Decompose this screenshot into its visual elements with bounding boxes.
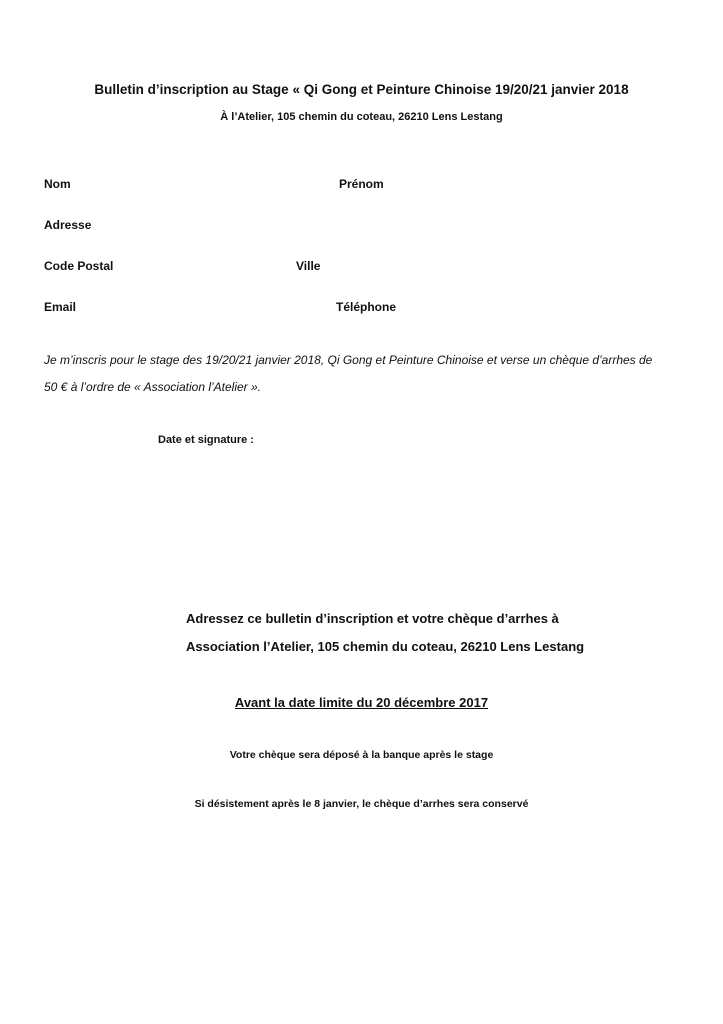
code-postal-label: Code Postal: [44, 259, 114, 273]
prenom-label: Prénom: [339, 177, 384, 191]
venue-address: À l’Atelier, 105 chemin du coteau, 26210 Lens Lestang: [220, 111, 503, 123]
deposit-note: Votre chèque sera déposé à la banque après le stage: [229, 749, 494, 761]
adresse-label: Adresse: [44, 218, 92, 232]
declaration-line-1: Je m’inscris pour le stage des 19/20/21 janvier 2018, Qi Gong et Peinture Chinoise et verse un chèque d’arrhes de: [44, 353, 653, 367]
nom-label: Nom: [44, 177, 71, 191]
send-to-address: Association l’Atelier, 105 chemin du coteau, 26210 Lens Lestang: [186, 639, 585, 654]
email-label: Email: [44, 300, 77, 314]
ville-label: Ville: [296, 259, 321, 273]
date-signature-label: Date et signature :: [158, 434, 254, 446]
deadline-notice: Avant la date limite du 20 décembre 2017: [234, 695, 489, 710]
withdrawal-note: Si désistement après le 8 janvier, le chèque d’arrhes sera conservé: [194, 798, 529, 810]
telephone-label: Téléphone: [336, 300, 397, 314]
page-title: Bulletin d’inscription au Stage « Qi Gong et Peinture Chinoise 19/20/21 janvier 2018: [94, 82, 629, 97]
declaration-line-2: 50 € à l’ordre de « Association l’Atelier ».: [44, 380, 262, 394]
send-to-line-1: Adressez ce bulletin d’inscription et votre chèque d’arrhes à: [186, 611, 559, 626]
